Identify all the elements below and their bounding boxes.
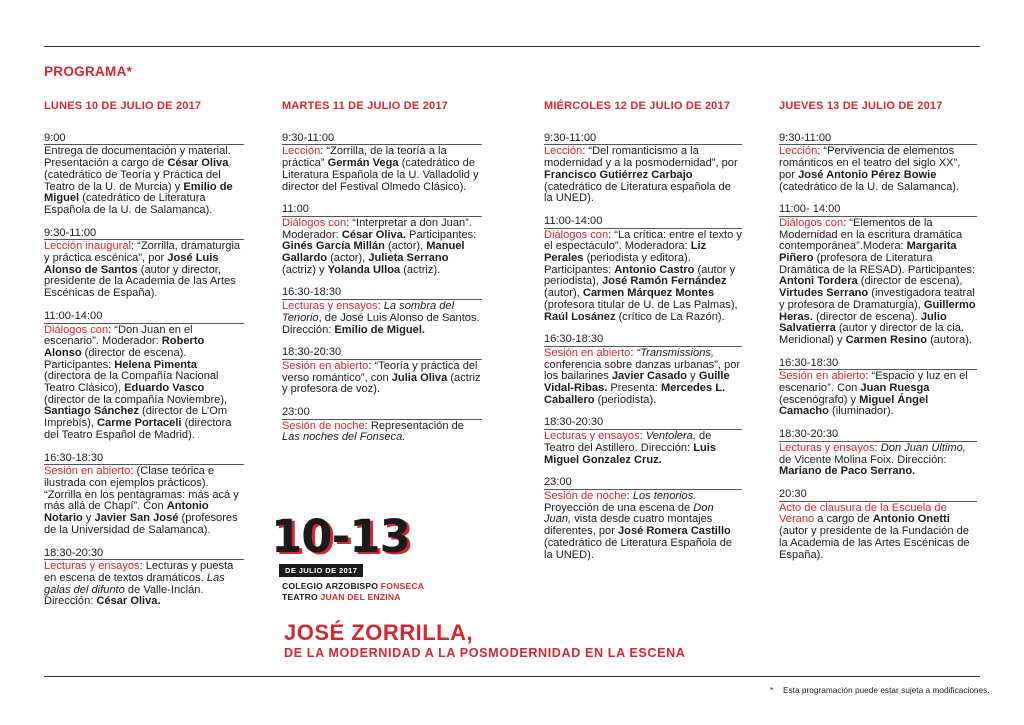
work-title: Los tenorios. <box>632 489 697 502</box>
session-text: (autora). <box>926 333 972 346</box>
session-block <box>544 133 742 205</box>
person-name: Margarita Piñero <box>779 240 957 265</box>
session-text: : “Don Juan en el escenario”. Moderador: <box>44 323 193 348</box>
person-name: Antoni Tordera <box>779 275 858 288</box>
person-name: Julio Salvatierra <box>779 310 947 335</box>
session-block <box>779 489 977 561</box>
session-text: conferencia sobre danzas urbanas”, por los bailarines <box>544 358 741 383</box>
session-text: (investigadora teatral y profesora de Dramaturgia), <box>779 287 975 311</box>
session-text: de Teatro del Astillero. Dirección: <box>544 430 712 454</box>
person-name: Mercedes L. Caballero <box>544 382 726 406</box>
session-description <box>44 325 244 442</box>
session-text: : “Del romanticismo a la modernidad y a la posmodernidad”, por <box>544 145 738 170</box>
session-type: Lecturas y ensayos <box>544 430 640 443</box>
session-type: Diálogos con <box>44 323 109 336</box>
session-text: : <box>630 346 637 359</box>
session-description <box>44 466 244 536</box>
session-text: Participantes: <box>405 228 477 241</box>
session-description <box>44 146 244 216</box>
work-title: “Transmissions, <box>636 346 714 359</box>
day-heading: JUEVES 13 DE JULIO DE 2017 <box>779 100 943 112</box>
session-block <box>44 453 244 537</box>
footnote <box>770 685 990 696</box>
event-subtitle: DE LA MODERNIDAD A LA POSMODERNIDAD EN LA ESCENA <box>284 646 686 660</box>
programa-title: PROGRAMA* <box>44 64 133 79</box>
session-type: Lecturas y ensayos <box>282 300 378 313</box>
session-text: , de José Luis Alonso de Santos. Dirección: <box>282 311 480 336</box>
session-type: Lección <box>544 145 583 158</box>
person-name: César Oliva <box>167 157 229 170</box>
person-name: Miguel Ángel Camacho <box>779 393 929 418</box>
session-block <box>544 334 742 406</box>
session-block <box>779 133 977 194</box>
session-text: (autor y director de la cia. Meridional) y <box>779 322 964 346</box>
work-title: Don Juan, <box>544 501 714 526</box>
session-text: (actriz). <box>400 263 441 276</box>
session-text: (directora de la Compañía Nacional Teatro Clásico), <box>44 370 219 395</box>
logo-venue-teatro-name: JUAN DEL ENZINA <box>320 592 401 602</box>
session-time: 9:00 <box>44 133 244 146</box>
person-name: Ginés García Millán <box>282 240 385 253</box>
session-text: : <box>377 300 384 313</box>
session-text: (catedrático de Literatura Española de la U. de Salamanca). <box>44 192 213 216</box>
bottom-rule <box>44 676 980 677</box>
person-name: Javier San José <box>94 512 179 525</box>
session-type: Sesión de noche <box>282 419 365 432</box>
session-text: (director de escena). <box>812 310 921 323</box>
session-type: Diálogos con <box>282 216 347 229</box>
logo-venue-colegio-name: FONSECA <box>380 581 425 591</box>
session-text: (catedrático de Literatura Española de la UNED). <box>544 536 733 561</box>
session-description <box>282 146 482 193</box>
session-text: : “La crítica: entre el texto y el espectáculo”. Moderadora: <box>544 228 742 253</box>
session-description <box>779 146 977 193</box>
session-description <box>544 431 742 466</box>
top-rule <box>44 46 980 47</box>
person-name: Antonio Notario <box>44 500 209 525</box>
session-description <box>282 361 482 396</box>
event-title: JOSÉ ZORRILLA, <box>284 620 474 645</box>
session-time: 23:00 <box>282 407 482 420</box>
session-text: (director de escena), <box>857 275 963 288</box>
session-description <box>544 348 742 407</box>
session-time: 11:00- 14:00 <box>779 204 977 217</box>
session-text: (director de L’Om Imprebís), <box>44 405 228 430</box>
session-text: (profesora titular de U. de Las Palmas), <box>544 298 738 311</box>
session-description <box>779 218 977 347</box>
day-heading: MARTES 11 DE JULIO DE 2017 <box>282 100 448 112</box>
session-description <box>544 230 742 324</box>
session-block <box>282 133 482 194</box>
session-text: : <box>626 489 633 502</box>
session-text: : “Pervivencia de elementos románticos en el teatro del siglo XX”, por <box>779 145 961 181</box>
event-logo <box>271 510 431 602</box>
session-text: y <box>82 512 95 525</box>
session-text: (autor y director, presidente de la Academia de las Artes Escénicas de España). <box>44 263 236 300</box>
person-name: Santiago Sánchez <box>44 405 139 418</box>
session-time: 9:30-11:00 <box>779 133 977 146</box>
logo-venue-teatro-prefix: TEATRO <box>282 592 321 602</box>
person-name: Carmen Márquez Montes <box>582 287 715 300</box>
logo-venue-colegio-prefix: COLEGIO ARZOBISPO <box>282 581 381 591</box>
session-type: Lecturas y ensayos <box>44 560 140 573</box>
session-text: Proyección de una escena de <box>544 501 694 514</box>
session-text: (catedrático de Literatura española de la UNED). <box>544 180 731 205</box>
session-text: (actriz y profesora de voz). <box>282 371 481 396</box>
session-text: de Valle-Inclán. Dirección: <box>44 583 204 608</box>
person-name: Helena Pimenta <box>114 358 197 371</box>
session-type: Lección <box>779 145 818 158</box>
session-description <box>544 146 742 205</box>
session-text: (directora del Teatro Español de Madrid). <box>44 417 232 441</box>
footnote-text: Esta programación puede estar sujeta a modificaciones. <box>783 685 990 695</box>
session-type: Sesión en abierto <box>544 346 631 359</box>
session-time: 16:30-18:30 <box>779 358 977 371</box>
session-block <box>779 358 977 419</box>
work-title: Ventolera, <box>645 430 696 443</box>
person-name: Antonio Onetti <box>872 513 950 526</box>
session-text: (escenógrafo) y <box>779 393 860 406</box>
person-name: Mariano de Paco Serrano. <box>779 465 916 478</box>
session-type: Acto de clausura de la Escuela de Verano <box>779 501 947 526</box>
person-name: Guillermo Heras. <box>779 298 976 323</box>
person-name: Luis Miguel Gonzalez Cruz. <box>544 441 717 466</box>
session-description <box>44 241 244 300</box>
session-text: Presenta: <box>607 382 661 395</box>
session-time: 9:30-11:00 <box>282 133 482 146</box>
session-block <box>282 204 482 276</box>
session-time: 18:30-20:30 <box>282 347 482 360</box>
session-type: Sesión en abierto <box>282 359 369 372</box>
person-name: Francisco Gutiérrez Carbajo <box>544 168 693 181</box>
session-time: 11:00-14:00 <box>44 311 244 324</box>
session-block <box>779 429 977 478</box>
session-text: : <box>639 430 646 443</box>
person-name: José Ramón Fernández <box>601 275 727 288</box>
session-text: (actriz) y <box>282 263 328 276</box>
session-block <box>544 216 742 323</box>
session-text: (catedrático de Literatura Española de la U. Valladolid y director del Festival Olmedo Clásico). <box>282 157 479 193</box>
session-time: 9:30-11:00 <box>44 228 244 241</box>
session-text: vista desde cuatro montajes diferentes, por <box>544 513 713 538</box>
person-name: Emilio de Miguel <box>44 180 233 205</box>
session-description <box>779 443 977 478</box>
session-text: (iluminador). <box>828 405 894 418</box>
person-name: Yolanda Ulloa <box>327 263 401 276</box>
session-text: (actor), <box>384 240 427 253</box>
session-text: y <box>687 370 699 383</box>
session-block <box>779 204 977 346</box>
person-name: José Luis Alonso de Santos <box>44 252 219 276</box>
logo-date-label: DE JULIO DE 2017 <box>279 564 363 577</box>
session-type: Sesión en abierto <box>779 370 866 383</box>
session-text: (director de la compañía Noviembre), <box>44 393 228 406</box>
person-name: Germán Vega <box>327 157 399 170</box>
session-block <box>282 287 482 336</box>
session-text: : “Interpretar a don Juan”. Moderador: <box>282 216 472 241</box>
session-time: 20:30 <box>779 489 977 502</box>
session-block <box>282 347 482 396</box>
session-description <box>544 491 742 561</box>
logo-dates-number: 10-13 <box>271 510 410 563</box>
session-text: : Lecturas y puesta en escena de textos dramáticos. <box>44 560 234 584</box>
person-name: Carme Portaceli <box>97 417 182 430</box>
work-title: Las noches del Fonseca. <box>282 431 406 444</box>
logo-venue-colegio <box>282 581 431 591</box>
session-text: de Vicente Molina Foix. Dirección: <box>779 453 947 466</box>
day-column-1 <box>44 101 244 619</box>
session-text: : Representación de <box>364 419 464 432</box>
session-text: : “Elementos de la Modernidad en la escritura dramática contemporánea”.Modera: <box>779 216 963 253</box>
session-description <box>44 561 244 608</box>
work-title: Don Juan Último, <box>880 441 966 454</box>
person-name: Emilio de Miguel. <box>334 323 426 336</box>
session-time: 18:30-20:30 <box>779 429 977 442</box>
day-heading: LUNES 10 DE JULIO DE 2017 <box>44 100 202 112</box>
session-text: (profesora de Literatura Dramática de la RESAD). Participantes: <box>779 252 976 276</box>
footnote-asterisk: * <box>770 685 774 695</box>
logo-venue-teatro <box>282 592 431 602</box>
session-block <box>44 133 244 217</box>
session-type: Lección <box>282 145 321 158</box>
person-name: César Oliva. <box>96 595 161 608</box>
session-text: : “Zorrilla, de la teoría a la práctica” <box>282 145 447 170</box>
session-time: 11:00-14:00 <box>544 216 742 229</box>
person-name: Liz Perales <box>544 240 707 265</box>
session-type: Sesión de noche <box>544 489 627 502</box>
session-text: (catedrático de Teoría y Práctica del Teatro de la U. de Murcia) y <box>44 168 221 193</box>
day-column-3 <box>544 101 742 572</box>
session-type: Diálogos con <box>544 228 609 241</box>
session-block <box>44 228 244 300</box>
session-description <box>779 503 977 562</box>
work-title: Las galas del difunto <box>44 571 225 596</box>
session-time: 9:30-11:00 <box>544 133 742 146</box>
work-title: La sombra del Tenorio <box>282 300 455 324</box>
session-text: a cargo de <box>814 513 873 526</box>
session-time: 11:00 <box>282 204 482 217</box>
session-time: 18:30-20:30 <box>44 548 244 561</box>
person-name: Eduardo Vasco <box>124 382 205 395</box>
person-name: Julia Oliva <box>391 371 448 384</box>
session-text: (director de escena). Participantes: <box>44 346 187 371</box>
session-block <box>544 477 742 561</box>
session-type: Diálogos con <box>779 216 844 229</box>
person-name: Raúl Losánez <box>544 310 616 323</box>
person-name: Guille Vidal-Ribas. <box>544 370 730 395</box>
session-time: 18:30-20:30 <box>544 417 742 430</box>
person-name: Manuel Gallardo <box>282 240 465 265</box>
session-text: : <box>874 441 881 454</box>
person-name: Antonio Castro <box>614 263 695 276</box>
session-text: : “Espacio y luz en el escenario”. Con <box>779 370 968 395</box>
session-block <box>44 311 244 442</box>
session-text: (catedrático de la U. de Salamanca). <box>779 180 960 193</box>
session-text: : (Clase teórica e ilustrada con ejemplos prácticos). “Zorrilla en los pentagramas: más acá y más allá de Chapí”. Con <box>44 465 239 513</box>
session-text: (autor), <box>544 287 583 300</box>
session-text: (autor y periodista), <box>544 263 736 288</box>
session-description <box>779 371 977 418</box>
person-name: Javier Casado <box>611 370 688 383</box>
day-column-4 <box>779 101 977 572</box>
person-name: José Antonio Pérez Bowie <box>798 168 937 181</box>
day-column-2 <box>282 101 482 455</box>
session-time: 16:30-18:30 <box>282 287 482 300</box>
person-name: Carmen Resino <box>845 333 927 346</box>
session-text: (periodista y editora). Participantes: <box>544 252 691 276</box>
session-block <box>282 407 482 444</box>
person-name: José Romera Castillo <box>618 525 731 538</box>
person-name: Juan Ruesga <box>860 382 930 395</box>
person-name: Virtudes Serrano <box>779 287 869 300</box>
session-type: Sesión en abierto <box>44 465 131 478</box>
session-text: (periodista). <box>594 393 657 406</box>
session-text: (crítico de La Razón). <box>615 310 725 323</box>
session-type: Lecturas y ensayos <box>779 441 875 454</box>
session-type: Lección inaugural <box>44 240 131 253</box>
session-text: (profesores de la Universidad de Salamanca). <box>44 512 238 536</box>
person-name: Julieta Serrano <box>368 252 449 265</box>
session-text: Entrega de documentación y material. Presentación a cargo de <box>44 145 231 170</box>
session-time: 16:30-18:30 <box>544 334 742 347</box>
session-time: 23:00 <box>544 477 742 490</box>
session-text: (autor y presidente de la Fundación de la Academia de las Artes Escénicas de España). <box>779 525 970 561</box>
session-text: (actor), <box>327 252 369 265</box>
person-name: Roberto Alonso <box>44 335 205 359</box>
session-description <box>282 421 482 444</box>
session-text: : “Teoría y práctica del verso romántico”, con <box>282 359 478 384</box>
session-description <box>282 301 482 336</box>
session-block <box>544 417 742 466</box>
session-description <box>282 218 482 277</box>
session-block <box>44 548 244 609</box>
day-heading: MIÉRCOLES 12 DE JULIO DE 2017 <box>544 100 731 112</box>
session-time: 16:30-18:30 <box>44 453 244 466</box>
session-text: : “Zorrilla, dramaturgia y práctica escénica”, por <box>44 240 241 265</box>
person-name: César Oliva. <box>341 228 406 241</box>
